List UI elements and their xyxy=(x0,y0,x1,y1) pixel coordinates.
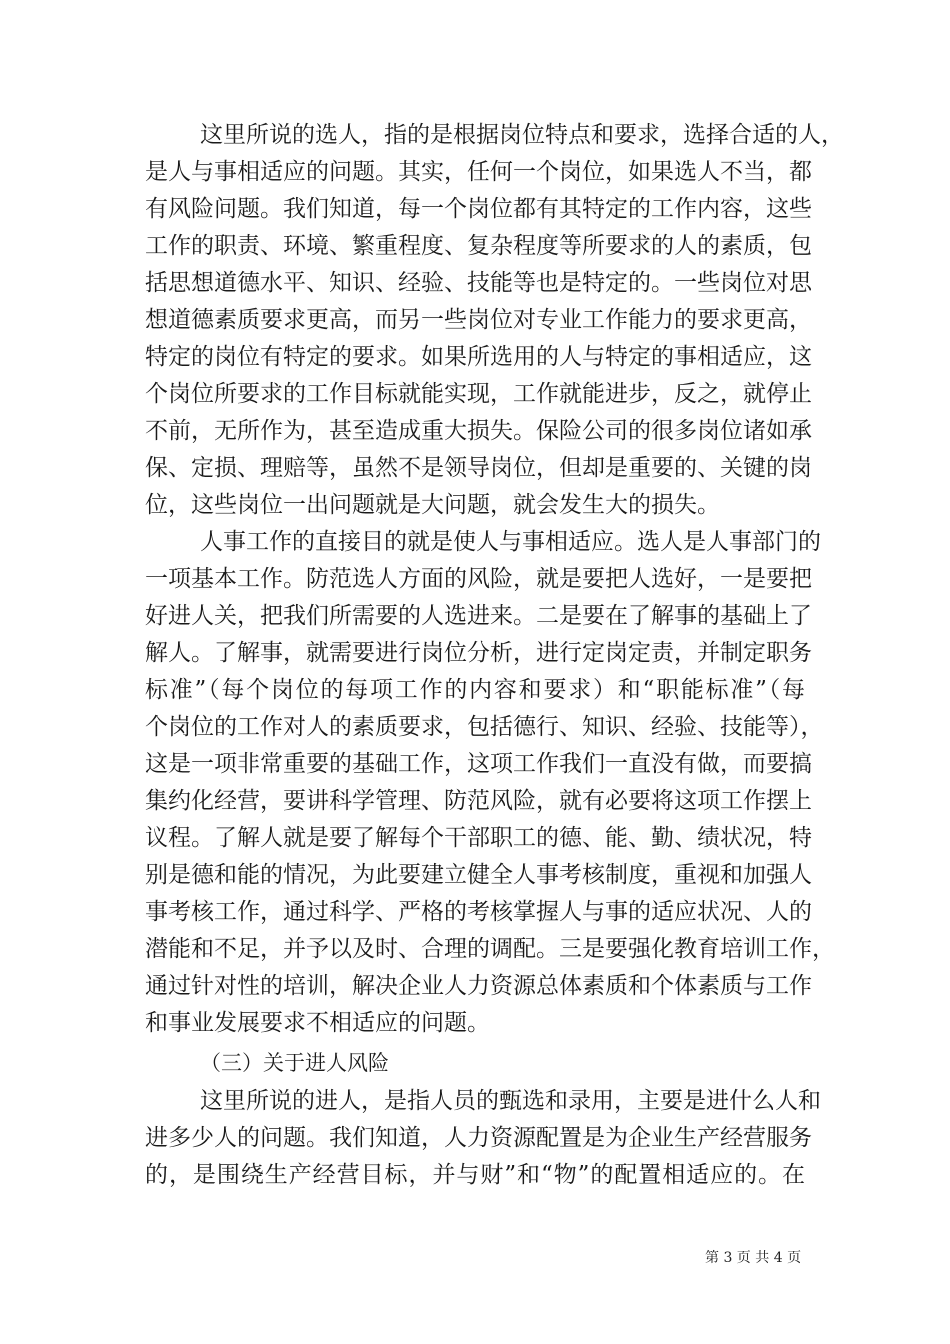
paragraph-line: 标准”（每个岗位的每项工作的内容和要求）和“职能标准”（每 xyxy=(145,677,805,703)
paragraph-line: 别是德和能的情况，为此要建立健全人事考核制度，重视和加强人 xyxy=(145,862,812,888)
paragraph-line: 是人与事相适应的问题。其实，任何一个岗位，如果选人不当，都 xyxy=(145,159,812,185)
section-heading: （三）关于进人风险 xyxy=(200,1051,389,1075)
paragraph-line: 集约化经营，要讲科学管理、防范风险，就有必要将这项工作摆上 xyxy=(145,788,812,814)
paragraph-line: 通过针对性的培训，解决企业人力资源总体素质和个体素质与工作 xyxy=(145,973,812,999)
paragraph-line: 这里所说的选人，指的是根据岗位特点和要求，选择合适的人， xyxy=(200,122,844,148)
paragraph-line: 议程。了解人就是要了解每个干部职工的德、能、勤、绩状况，特 xyxy=(145,825,812,851)
paragraph-line: 这里所说的进人，是指人员的甄选和录用，主要是进什么人和 xyxy=(200,1088,821,1114)
paragraph-line: 好进人关，把我们所需要的人选进来。二是要在了解事的基础上了 xyxy=(145,603,812,629)
paragraph-line: 特定的岗位有特定的要求。如果所选用的人与特定的事相适应，这 xyxy=(145,344,812,370)
paragraph-line: 有风险问题。我们知道，每一个岗位都有其特定的工作内容，这些 xyxy=(145,196,812,222)
paragraph-line: 位，这些岗位一出问题就是大问题，就会发生大的损失。 xyxy=(145,492,720,518)
page-footer: 第 3 页 共 4 页 xyxy=(705,1250,802,1266)
paragraph-line: 的，是围绕生产经营目标，并与财”和“物”的配置相适应的。在 xyxy=(145,1162,805,1188)
paragraph-line: 和事业发展要求不相适应的问题。 xyxy=(145,1010,490,1036)
paragraph-line: 工作的职责、环境、繁重程度、复杂程度等所要求的人的素质，包 xyxy=(145,233,812,259)
paragraph-line: 个岗位的工作对人的素质要求，包括德行、知识、经验、技能等）， xyxy=(145,714,824,740)
paragraph-line: 个岗位所要求的工作目标就能实现，工作就能进步，反之，就停止 xyxy=(145,381,812,407)
paragraph-line: 一项基本工作。防范选人方面的风险，就是要把人选好，一是要把 xyxy=(145,566,812,592)
paragraph-line: 进多少人的问题。我们知道，人力资源配置是为企业生产经营服务 xyxy=(145,1125,812,1151)
paragraph-line: 解人。了解事，就需要进行岗位分析，进行定岗定责，并制定职务 xyxy=(145,640,812,666)
paragraph-line: 保、定损、理赔等，虽然不是领导岗位，但却是重要的、关键的岗 xyxy=(145,455,812,481)
paragraph-line: 潜能和不足，并予以及时、合理的调配。三是要强化教育培训工作， xyxy=(145,936,835,962)
paragraph-line: 想道德素质要求更高，而另一些岗位对专业工作能力的要求更高， xyxy=(145,307,812,333)
paragraph-line: 括思想道德水平、知识、经验、技能等也是特定的。一些岗位对思 xyxy=(145,270,812,296)
paragraph-line: 不前，无所作为，甚至造成重大损失。保险公司的很多岗位诸如承 xyxy=(145,418,812,444)
paragraph-line: 这是一项非常重要的基础工作，这项工作我们一直没有做，而要搞 xyxy=(145,751,812,777)
paragraph-line: 人事工作的直接目的就是使人与事相适应。选人是人事部门的 xyxy=(200,529,821,555)
paragraph-line: 事考核工作，通过科学、严格的考核掌握人与事的适应状况、人的 xyxy=(145,899,812,925)
